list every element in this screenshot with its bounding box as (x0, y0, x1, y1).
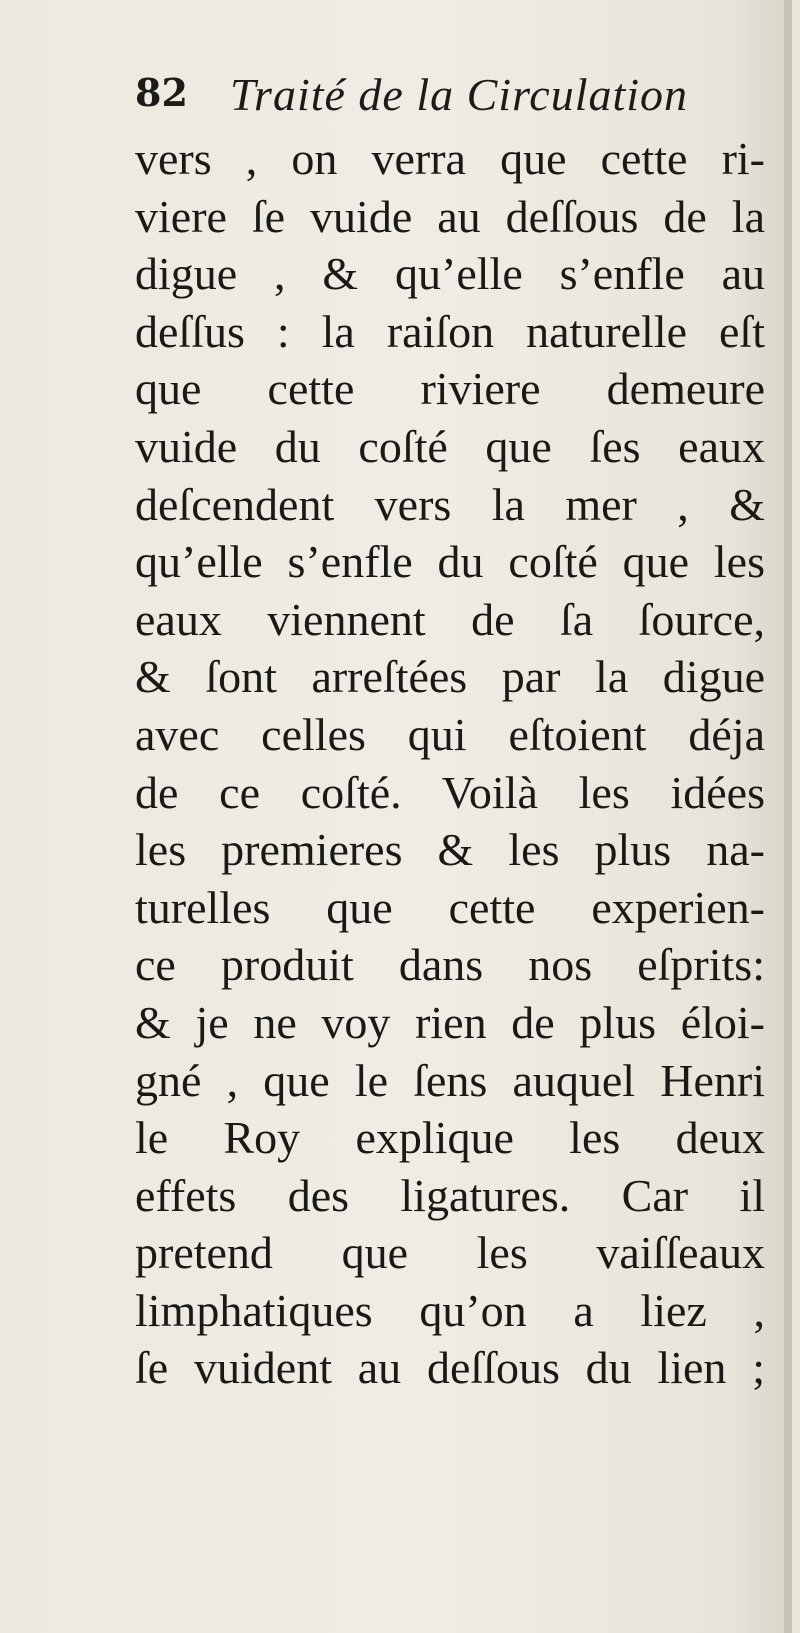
text-line: eaux viennent de ſa ſource, (135, 593, 765, 645)
text-line: les premieres & les plus na- (135, 824, 765, 876)
page-number: 82 (135, 70, 188, 115)
page-header (135, 68, 735, 128)
text-line: & ſont arreſtées par la digue (135, 651, 765, 703)
text-line: qu’elle s’enfle du coſté que les (135, 536, 765, 588)
text-line: turelles que cette experien- (135, 881, 765, 933)
text-line: vers , on verra que cette ri- (135, 133, 765, 184)
text-line: gné , que le ſens auquel Henri (135, 1054, 765, 1106)
text-line: limphatiques qu’on a liez , (135, 1284, 765, 1336)
running-title: Traité de la Circulation (230, 69, 689, 120)
text-line: & je ne voy rien de plus éloi- (135, 996, 765, 1048)
text-line: deſſus : la raiſon naturelle eſt (135, 305, 765, 357)
page-gutter (784, 0, 792, 1633)
text-line: ce produit dans nos eſprits: (135, 939, 765, 991)
text-line: avec celles qui eſtoient déja (135, 708, 765, 760)
text-line: effets des ligatures. Car il (135, 1169, 765, 1221)
text-line: deſcendent vers la mer , & (135, 478, 765, 530)
text-line: le Roy explique les deux (135, 1112, 765, 1164)
body-text (135, 130, 765, 1397)
text-line: pretend que les vaiſſeaux (135, 1227, 765, 1279)
text-line: viere ſe vuide au deſſous de la (135, 190, 765, 242)
text-line: digue , & qu’elle s’enfle au (135, 248, 765, 300)
text-line: ſe vuident au deſſous du lien ; (135, 1342, 765, 1394)
text-line: que cette riviere demeure (135, 363, 765, 415)
text-line: de ce coſté. Voilà les idées (135, 766, 765, 818)
text-line: vuide du coſté que ſes eaux (135, 420, 765, 472)
